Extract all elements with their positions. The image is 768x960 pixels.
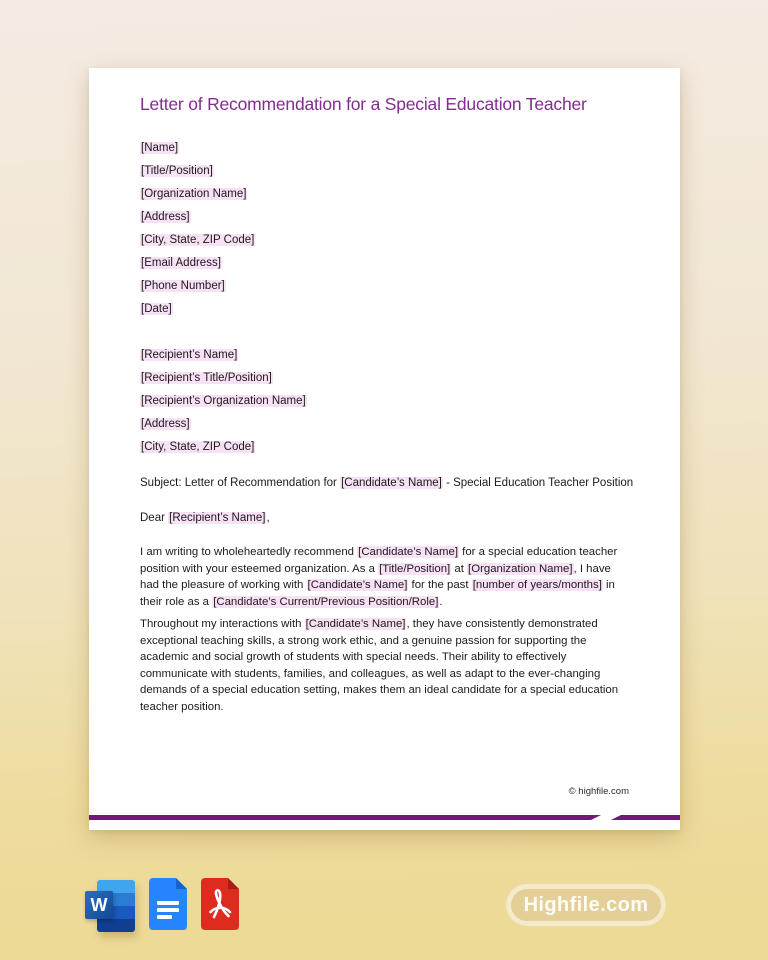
sender-address-block — [140, 141, 255, 325]
text-segment: , — [266, 512, 270, 524]
placeholder-highlight: [number of years/months] — [472, 579, 602, 592]
address-line — [140, 394, 307, 410]
address-line — [140, 440, 307, 456]
address-line — [140, 164, 255, 180]
address-line — [140, 141, 255, 157]
placeholder-highlight: [Address] — [141, 211, 190, 223]
placeholder-highlight: [Candidate’s Name] — [307, 579, 408, 592]
placeholder-highlight: [Phone Number] — [141, 280, 225, 292]
placeholder-highlight: [Candidate’s Current/Previous Position/Role] — [213, 595, 439, 608]
text-segment: Dear — [140, 512, 169, 524]
placeholder-highlight: [Recipient’s Organization Name] — [141, 395, 306, 407]
address-line — [140, 302, 255, 318]
address-line — [140, 233, 255, 249]
text-segment: at — [451, 562, 468, 575]
address-line — [140, 371, 307, 387]
acrobat-symbol — [201, 878, 239, 930]
text-segment: I am writing to wholeheartedly recommend — [140, 546, 358, 558]
placeholder-highlight: [Title/Position] — [141, 165, 213, 177]
word-letter-badge: W — [85, 891, 113, 919]
copyright-note: © highfile.com — [568, 786, 629, 797]
body-paragraph-2 — [140, 616, 632, 716]
text-segment: , they have consistently demonstrated exceptional teaching skills, a strong work ethic, and a genuine passion for supporting the academic and social growth of students with special needs. Their ability to effectively communicate with students, families, and colleagues, as well as adapt to the ever-changing demands of a special education setting, makes them an ideal candidate for a special education teacher position. — [140, 618, 619, 713]
placeholder-highlight: [City, State, ZIP Code] — [141, 234, 255, 246]
placeholder-highlight: [City, State, ZIP Code] — [141, 441, 255, 453]
text-segment: Subject: Letter of Recommendation for — [140, 477, 341, 489]
placeholder-highlight: [Address] — [141, 418, 190, 430]
highfile-brand-button[interactable]: Highfile.com — [506, 884, 666, 926]
text-segment: - Special Education Teacher Position — [442, 477, 634, 489]
placeholder-highlight: [Candidate’s Name] — [341, 477, 442, 489]
recipient-address-block — [140, 348, 307, 463]
body-paragraph-1 — [140, 544, 632, 610]
text-segment: Throughout my interactions with — [140, 618, 305, 630]
address-line — [140, 187, 255, 203]
letter-document — [89, 68, 680, 830]
placeholder-highlight: [Recipient’s Title/Position] — [141, 372, 272, 384]
footer-stripe-left — [89, 815, 601, 820]
address-line — [140, 279, 255, 295]
address-line — [140, 417, 307, 433]
text-segment: for a special education teacher position with your esteemed organization. As a — [140, 546, 618, 575]
text-segment: for the past — [408, 579, 472, 592]
address-line — [140, 348, 307, 364]
placeholder-highlight: [Candidate’s Name] — [358, 546, 458, 558]
google-docs-download-icon[interactable] — [149, 878, 187, 930]
placeholder-highlight: [Candidate’s Name] — [305, 618, 406, 630]
subject-line — [140, 475, 633, 491]
address-line — [140, 256, 255, 272]
text-segment: . — [439, 595, 443, 608]
placeholder-highlight: [Recipient’s Name] — [169, 512, 266, 524]
text-segment: , I have had the pleasure of working with — [140, 562, 611, 592]
word-download-icon[interactable] — [85, 878, 135, 932]
pdf-download-icon[interactable] — [201, 878, 239, 930]
placeholder-highlight: [Recipient’s Name] — [141, 349, 238, 361]
footer-stripe-right — [611, 815, 680, 820]
placeholder-highlight: [Name] — [141, 142, 179, 154]
text-segment: in their role as a — [140, 579, 615, 608]
download-format-icons — [85, 878, 239, 932]
docs-folded-corner — [176, 878, 187, 889]
placeholder-highlight: [Title/Position] — [379, 562, 451, 575]
address-line — [140, 210, 255, 226]
placeholder-highlight: [Organization Name] — [468, 562, 573, 575]
docs-text-lines — [157, 901, 179, 922]
document-title: Letter of Recommendation for a Special Education Teacher — [140, 94, 587, 114]
placeholder-highlight: [Date] — [141, 303, 172, 315]
placeholder-highlight: [Email Address] — [141, 257, 221, 269]
placeholder-highlight: [Organization Name] — [141, 188, 247, 200]
greeting-line — [140, 510, 270, 526]
